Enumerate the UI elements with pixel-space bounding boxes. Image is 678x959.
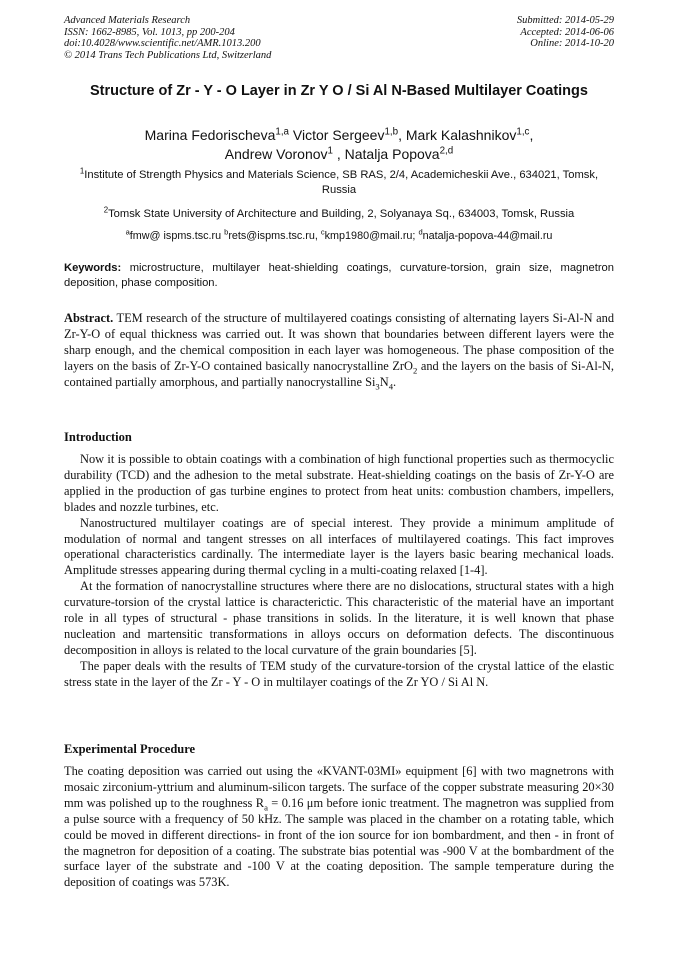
experimental-text: = 0.16 μm before ionic treatment. The magnetron was supplied from a pulse source with a frequency of 50 kHz. The sample was placed in the chamber on a rotating table, which could be moved in different directions- in front of the ion source for ion bombardment, and then - in front of the magnetron for deposition of a coating. The substrate bias potential was -900 V at the bombardment of the surface layer of the substrate and -100 V at the coating deposition. The sample temperature during the deposition of coatings was 573K. <box>64 795 614 890</box>
paragraph: Nanostructured multilayer coatings are of special interest. They provide a minimum amplitude of modulation of normal and tangent stresses on all interfaces of multilayered coatings. This fact improves operational characteristics cardinally. The intermediate layer is the layers basic bearing mechanical loads. Amplitude stresses appearing during thermal cycling in a multi-coating relaxed [1-4]. <box>64 515 614 578</box>
affiliation-text: Tomsk State University of Architecture and Building, 2, Solyanaya Sq., 634003, Tomsk, Russia <box>108 208 575 220</box>
affiliation-text: Institute of Strength Physics and Materials Science, SB RAS, 2/4, Academicheskii Ave., 634021, Tomsk, Russia <box>84 169 599 196</box>
subscript: 2 <box>412 365 418 376</box>
keywords-text: microstructure, multilayer heat-shielding coatings, curvature-torsion, grain size, magnetron deposition, phase composition. <box>64 262 614 289</box>
author-affiliation-mark: 1,b <box>384 126 399 138</box>
paragraph: Now it is possible to obtain coatings with a combination of high functional properties such as thermocyclic durability (TCD) and the adhesion to the metal substrate. Heat-shielding coatings on the basis of Zr-Y-O are applied in the production of gas turbine engines to protect from heat units: combustion chambers, impellers, blades and nozzle turbines, etc. <box>64 452 614 514</box>
author-name: Victor Sergeev <box>292 127 385 143</box>
author-name: Mark Kalashnikov <box>405 127 517 143</box>
email-link[interactable]: fmw@ ispms.tsc.ru <box>129 230 222 242</box>
abstract-text: . <box>393 374 397 389</box>
paragraph: At the formation of nanocrystalline structures where there are no dislocations, structural states with a high curvature-torsion of the crystal lattice is characterictic. This characteristic of the material have an important role in all types of structural - phase transitions in solids. In the literature, it is well known that phase nucleation and martensitic transformations in alloys occurs on deformation defects. The discontinuous decomposition in alloys is related to the local curvature of the grain boundaries [5]. <box>64 579 614 657</box>
author-affiliation-mark: 1 <box>327 145 333 157</box>
email-mark: b <box>224 227 229 237</box>
journal-copyright: © 2014 Trans Tech Publications Ltd, Switzerland <box>64 49 272 61</box>
email-mark: c <box>320 227 325 237</box>
subscript: 4 <box>388 381 394 392</box>
keywords <box>64 261 614 291</box>
email-link[interactable]: natalja-popova-44@mail.ru <box>422 230 553 242</box>
email-link[interactable]: kmp1980@mail.ru; <box>324 230 416 242</box>
affiliation-mark: 1 <box>79 166 85 176</box>
abstract-text: and the layers on the basis of Si-Al-N, contained partially amorphous, and partially nanocrystalline Si <box>64 358 614 389</box>
introduction-heading: Introduction <box>64 430 132 444</box>
journal-issn: ISSN: 1662-8985, Vol. 1013, pp 200-204 <box>64 26 235 38</box>
abstract <box>64 311 614 391</box>
email-list <box>64 229 614 244</box>
email-mark: a <box>125 227 130 237</box>
submitted-date: Submitted: 2014-05-29 <box>516 15 614 26</box>
introduction-body <box>64 452 614 691</box>
author-name: Marina Fedorischeva <box>144 127 276 143</box>
affiliation-2 <box>64 207 614 222</box>
author-name: Andrew Voronov <box>224 146 328 162</box>
paragraph <box>64 764 614 891</box>
paragraph: The paper deals with the results of TEM study of the curvature-torsion of the crystal lattice of the elastic stress state in the layer of the Zr - Y - O in multilayer coatings of the Zr YO / Si Al N. <box>64 658 614 689</box>
journal-name: Advanced Materials Research <box>64 15 191 26</box>
subscript: a <box>264 802 268 813</box>
abstract-text: N <box>379 374 389 389</box>
keywords-label: Keywords: <box>64 262 122 274</box>
author-affiliation-mark: 1,c <box>516 126 530 138</box>
journal-doi[interactable]: doi:10.4028/www.scientific.net/AMR.1013.200 <box>64 38 261 49</box>
dates-header <box>517 15 614 50</box>
author-name: Natalja Popova <box>344 146 440 162</box>
subscript: 3 <box>375 381 380 392</box>
author-affiliation-mark: 2,d <box>439 145 454 157</box>
affiliation-1 <box>64 168 614 197</box>
author-list: Marina Fedorischeva$^{1,a}$ Victor Sergeev$^{1,b}$, Mark Kalashnikov$^{1,c}$, Andrew Voronov$^1$ , Natalja Popova$^{2,d}$ <box>144 126 534 162</box>
experimental-text: The coating deposition was carried out using the «KVANT-03MI» equipment [6] with two magnetrons with mosaic zirconium-yttrium and aluminum-silicon targets. The surface of the copper substrate measuring 20×30 mm was polished up to the roughness R <box>64 764 614 810</box>
email-link[interactable]: rets@ispms.tsc.ru, <box>228 230 318 242</box>
journal-header <box>64 15 271 61</box>
online-date: Online: 2014-10-20 <box>530 38 614 49</box>
author-affiliation-mark: 1,a <box>275 126 289 138</box>
accepted-date: Accepted: 2014-06-06 <box>520 26 614 38</box>
experimental-body <box>64 764 614 891</box>
abstract-text: TEM research of the structure of multilayered coatings consisting of alternating layers Si-Al-N and Zr-Y-O of equal thickness was carried out. It was shown that boundaries between different layers were the sharp enough, and the chemical composition in each layer was homogeneous. The phase composition of the layers on the basis of Zr-Y-O contained basically nanocrystalline ZrO <box>64 311 615 373</box>
email-mark: d <box>418 227 423 237</box>
abstract-label: Abstract. <box>64 311 114 325</box>
paper-title: Structure of Zr - Y - O Layer in Zr Y O / Si Al N-Based Multilayer Coatings <box>90 83 588 99</box>
affiliation-mark: 2 <box>103 205 109 215</box>
experimental-heading: Experimental Procedure <box>64 742 196 756</box>
